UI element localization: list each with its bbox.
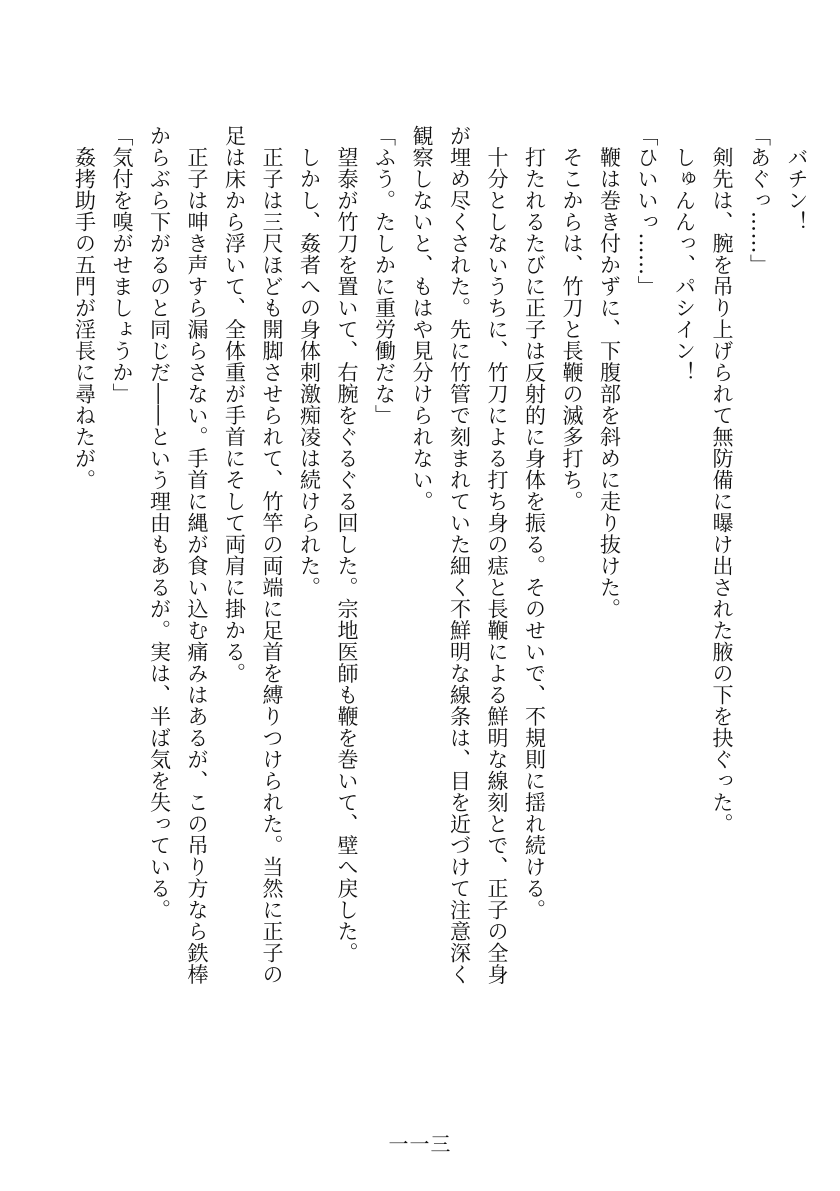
- text-line: 「あぐっ……」: [747, 125, 772, 276]
- text-line: が埋め尽くされた。先に竹管で刻まれていた細く不鮮明な線条は、目を近づけて注意深く: [447, 125, 472, 985]
- text-line: 打たれるたびに正子は反射的に身体を振る。そのせいで、不規則に揺れ続ける。: [522, 125, 547, 921]
- text-line: 鞭は巻き付かずに、下腹部を斜めに走り抜けた。: [597, 125, 622, 620]
- text-line: 「ひいいっ……」: [635, 125, 659, 297]
- text-line: しかし、姦者への身体刺激痴凌は続けられた。: [297, 125, 322, 598]
- text-line: からぶら下がるのと同じだ――という理由もあるが。実は、半ば気を失っている。: [147, 125, 172, 921]
- text-line: 正子は三尺ほども開脚させられて、竹竿の両端に足首を縛りつけられた。当然に正子の: [260, 125, 284, 985]
- vertical-text-body: [65, 125, 815, 995]
- text-line: そこからは、竹刀と長鞭の滅多打ち。: [560, 125, 584, 512]
- text-line: 正子は呻き声すら漏らさない。手首に縄が食い込む痛みはあるが、この吊り方なら鉄棒: [185, 125, 209, 985]
- text-line: 足は床から浮いて、全体重が手首にそして両肩に掛かる。: [222, 125, 247, 684]
- text-line: 十分としないうちに、竹刀による打ち身の痣と長鞭による鮮明な線刻とで、正子の全身: [485, 125, 509, 985]
- text-line: 「ふう。たしかに重労働だな」: [372, 125, 397, 426]
- text-line: 剣先は、腕を吊り上げられて無防備に曝け出された腋の下を抉ぐった。: [710, 125, 734, 835]
- text-line: 望泰が竹刀を置いて、右腕をぐるぐる回した。宗地医師も鞭を巻いて、壁へ戻した。: [335, 125, 359, 964]
- text-line: 観察しないと、もはや見分けられない。: [410, 125, 434, 512]
- text-line: 「気付を嗅がせましょうか」: [110, 125, 134, 405]
- text-line: バチン！: [785, 125, 809, 233]
- text-line: しゅんんっ、パシイン！: [672, 125, 697, 383]
- text-line: 姦拷助手の五門が淫長に尋ねたが。: [72, 125, 97, 491]
- page-number: 一一三: [388, 1132, 452, 1156]
